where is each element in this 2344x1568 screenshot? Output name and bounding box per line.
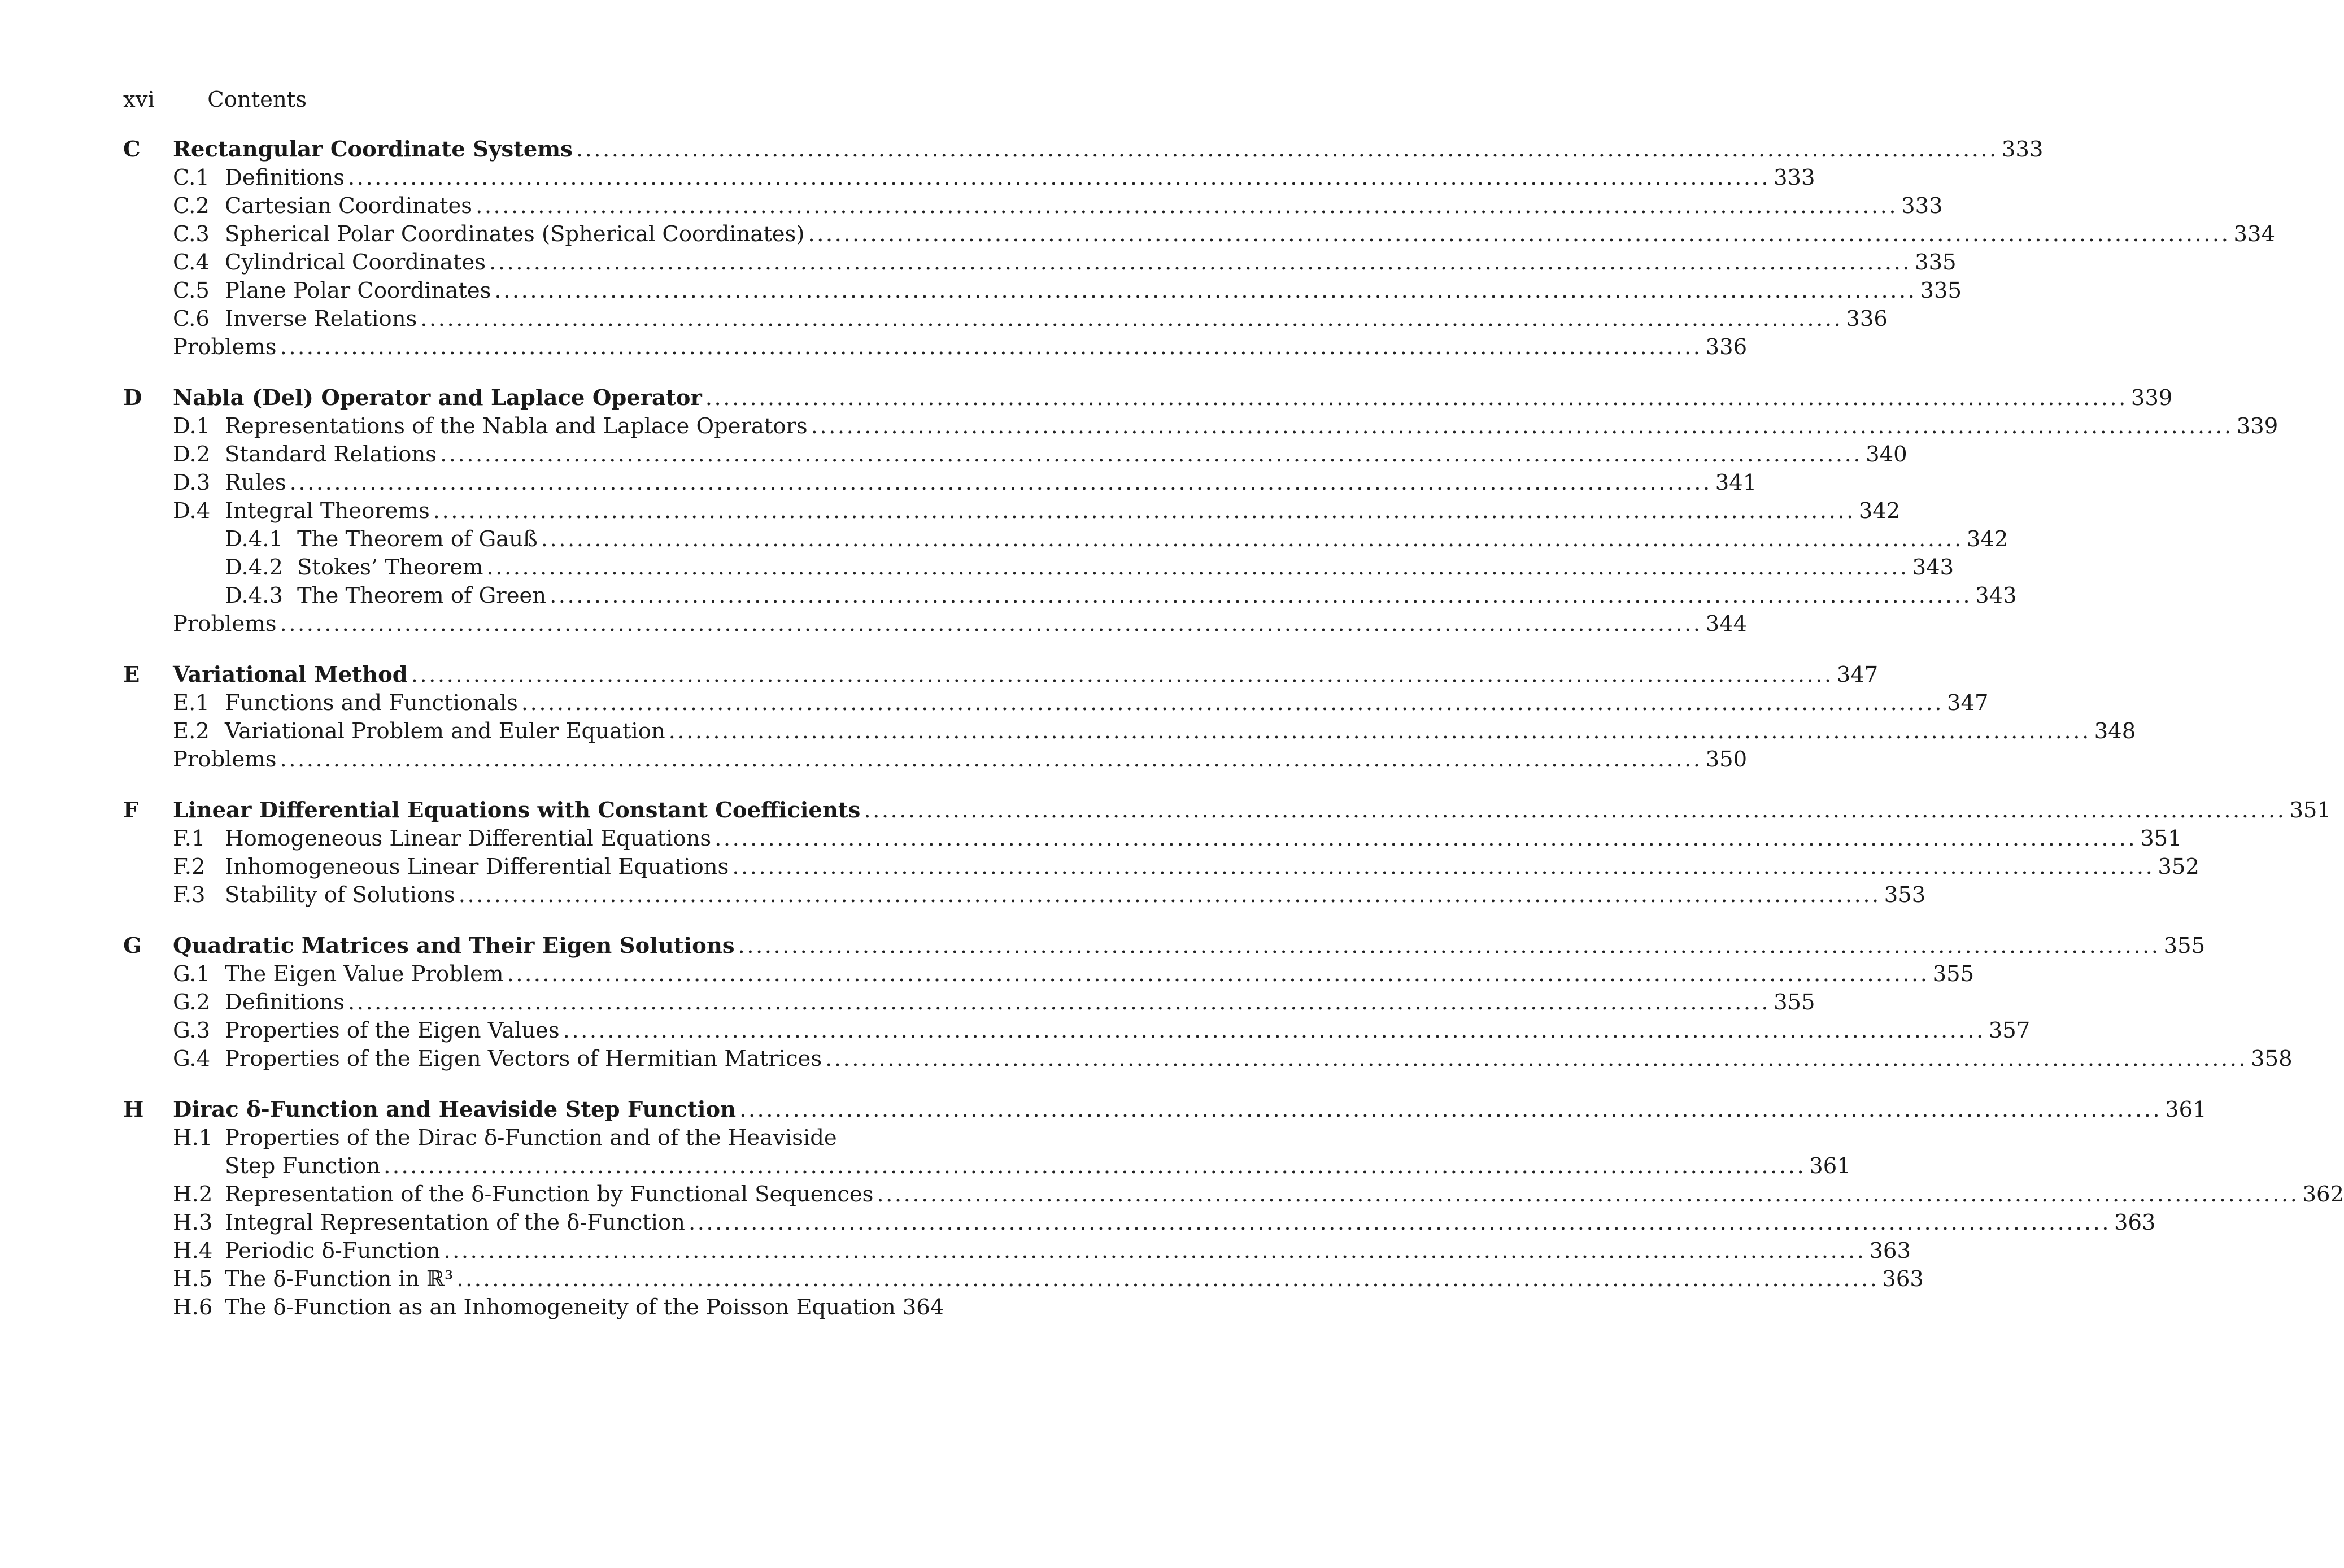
subsection-entry[interactable]	[123, 525, 2008, 554]
leader-dots: ................................................................................................................................................................	[563, 1018, 1985, 1043]
page-number: 341	[1715, 470, 1757, 495]
section-entry[interactable]	[123, 249, 1957, 277]
chapter-d	[123, 384, 2278, 638]
leader-dots: ................................................................................................................................................................	[489, 250, 1912, 275]
leader-dots: ................................................................................................................................................................	[811, 413, 2233, 439]
section-label: C.4	[173, 250, 210, 275]
chapter-title: Rectangular Coordinate Systems	[173, 137, 573, 162]
leader-dots: ................................................................................................................................................................	[433, 498, 1855, 524]
chapter-entry[interactable]	[123, 136, 2044, 164]
section-label: C.5	[173, 278, 210, 303]
page-number: 336	[1705, 334, 1748, 360]
section-label: D.1	[173, 413, 211, 439]
section-label: C.1	[173, 165, 210, 190]
section-entry[interactable]	[123, 825, 2182, 853]
leader-dots: ................................................................................................................................................................	[443, 1238, 1866, 1264]
chapter-g	[123, 932, 2293, 1073]
table-of-contents	[123, 136, 2344, 1344]
problems-title: Problems	[173, 747, 277, 772]
chapter-entry[interactable]	[123, 932, 2206, 960]
leader-dots: ................................................................................................................................................................	[541, 526, 1963, 552]
page-number: 344	[1705, 611, 1748, 637]
page-number: 335	[1915, 250, 1957, 275]
section-label: H.6	[173, 1295, 213, 1320]
section-entry[interactable]	[123, 220, 2275, 249]
chapter-f	[123, 796, 2331, 909]
section-label: D.2	[173, 442, 211, 467]
section-label: H.1	[173, 1125, 213, 1151]
subsection-entry[interactable]	[123, 554, 1954, 582]
page-number: 362	[2302, 1182, 2344, 1207]
chapter-entry[interactable]	[123, 796, 2331, 825]
page-number: 333	[2001, 137, 2044, 162]
section-entry[interactable]	[123, 1045, 2293, 1073]
leader-dots: ................................................................................................................................................................	[808, 221, 2230, 247]
section-title: The δ-Function as an Inhomogeneity of the Poisson Equation	[225, 1295, 896, 1320]
leader-dots: ................................................................................................................................................................	[280, 334, 1702, 360]
section-label: D.4	[173, 498, 211, 524]
section-title: Integral Theorems	[225, 498, 430, 524]
subsection-title: The Theorem of Gauß	[297, 526, 538, 552]
page-number: 339	[2236, 413, 2278, 439]
chapter-title: Linear Differential Equations with Constant Coefficients	[173, 798, 861, 823]
section-label: F.3	[173, 882, 206, 908]
section-label: F.2	[173, 854, 206, 879]
section-title: Definitions	[225, 165, 345, 190]
page-number: 343	[1912, 555, 1954, 580]
leader-dots: ................................................................................................................................................................	[458, 882, 1881, 908]
section-title: The Eigen Value Problem	[225, 961, 504, 987]
section-entry[interactable]	[123, 192, 1943, 220]
page-number: 355	[1774, 990, 1815, 1015]
leader-dots: ................................................................................................................................................................	[738, 933, 2160, 959]
section-title: Periodic δ-Function	[225, 1238, 441, 1264]
problems-entry[interactable]	[123, 610, 1748, 638]
page-number: 333	[1774, 165, 1815, 190]
page-number: 336	[1846, 306, 1888, 332]
chapter-title: Nabla (Del) Operator and Laplace Operator	[173, 385, 702, 411]
leader-dots: ................................................................................................................................................................	[347, 990, 1771, 1015]
section-entry[interactable]	[123, 412, 2278, 441]
subsection-entry[interactable]	[123, 582, 2017, 610]
leader-dots: ................................................................................................................................................................	[420, 306, 1843, 332]
section-entry[interactable]	[123, 1237, 1911, 1265]
chapter-entry[interactable]	[123, 384, 2173, 412]
page-number: 347	[1947, 690, 1989, 716]
page-number: 364	[902, 1295, 944, 1320]
page-number: 363	[1882, 1266, 1924, 1292]
section-label: C.3	[173, 221, 210, 247]
page-number: 355	[1932, 961, 1975, 987]
page-number: 353	[1884, 882, 1926, 908]
chapter-title: Dirac δ-Function and Heaviside Step Function	[173, 1097, 737, 1122]
running-header	[123, 85, 307, 115]
section-label: H.3	[173, 1210, 213, 1235]
section-label: C.6	[173, 306, 210, 332]
problems-title: Problems	[173, 334, 277, 360]
leader-dots: ................................................................................................................................................................	[825, 1046, 2248, 1072]
subsection-label: D.4.3	[225, 583, 283, 608]
section-entry[interactable]	[123, 277, 1962, 305]
leader-dots: ................................................................................................................................................................	[476, 193, 1898, 219]
leader-dots: ................................................................................................................................................................	[456, 1266, 1879, 1292]
problems-entry[interactable]	[123, 746, 1748, 774]
section-label: G.4	[173, 1046, 211, 1072]
section-label: G.2	[173, 990, 211, 1015]
chapter-label: G	[123, 933, 142, 959]
subsection-label: D.4.1	[225, 526, 283, 552]
section-title: Representations of the Nabla and Laplace Operators	[225, 413, 808, 439]
chapter-label: D	[123, 385, 142, 411]
section-label: H.2	[173, 1182, 213, 1207]
leader-dots: ................................................................................................................................................................	[521, 690, 1944, 716]
section-entry[interactable]	[123, 441, 1907, 469]
leader-dots: ................................................................................................................................................................	[688, 1210, 2111, 1235]
section-title: Cylindrical Coordinates	[225, 250, 486, 275]
leader-dots: ................................................................................................................................................................	[576, 137, 1998, 162]
section-title: Functions and Functionals	[225, 690, 518, 716]
subsection-title: Stokes’ Theorem	[297, 555, 483, 580]
leader-dots: ................................................................................................................................................................	[714, 826, 2137, 851]
section-entry[interactable]	[123, 689, 1989, 717]
section-title: Definitions	[225, 990, 345, 1015]
chapter-label: E	[123, 662, 140, 687]
chapter-e	[123, 661, 2136, 774]
subsection-title: The Theorem of Green	[297, 583, 547, 608]
section-entry[interactable]	[123, 960, 1975, 988]
chapter-title: Quadratic Matrices and Their Eigen Solutions	[173, 933, 735, 959]
section-entry[interactable]	[123, 164, 1815, 192]
leader-dots: ................................................................................................................................................................	[494, 278, 1917, 303]
section-title: Spherical Polar Coordinates (Spherical Coordinates)	[225, 221, 805, 247]
leader-dots: ................................................................................................................................................................	[384, 1153, 1806, 1179]
page-number: 363	[1869, 1238, 1911, 1264]
leader-dots: ................................................................................................................................................................	[705, 385, 2128, 411]
section-label: H.5	[173, 1266, 213, 1292]
section-entry[interactable]	[123, 1181, 2344, 1209]
section-entry[interactable]	[123, 497, 1901, 525]
section-entry[interactable]	[123, 1265, 1924, 1293]
page-number: 335	[1920, 278, 1962, 303]
header-page-number: xvi	[123, 87, 155, 112]
section-title-continued: Step Function	[225, 1153, 381, 1179]
section-entry[interactable]	[123, 305, 1888, 333]
chapter-entry[interactable]	[123, 1096, 2207, 1124]
section-entry[interactable]	[123, 1293, 944, 1322]
page-number: 363	[2114, 1210, 2156, 1235]
chapter-c	[123, 136, 2275, 361]
page-number: 340	[1866, 442, 1907, 467]
leader-dots: ................................................................................................................................................................	[347, 165, 1771, 190]
leader-dots: ................................................................................................................................................................	[440, 442, 1863, 467]
page-number: 347	[1836, 662, 1879, 687]
page-number: 361	[2165, 1097, 2207, 1122]
page-number: 361	[1809, 1153, 1851, 1179]
section-title: Plane Polar Coordinates	[225, 278, 491, 303]
header-title: Contents	[207, 87, 307, 112]
leader-dots: ................................................................................................................................................................	[411, 662, 1833, 687]
section-label: H.4	[173, 1238, 213, 1264]
section-entry[interactable]	[123, 717, 2136, 746]
section-label: G.1	[173, 961, 211, 987]
page-number: 334	[2233, 221, 2275, 247]
section-entry[interactable]	[123, 1209, 2156, 1237]
section-title: Inverse Relations	[225, 306, 417, 332]
section-title: Stability of Solutions	[225, 882, 455, 908]
page-number: 339	[2130, 385, 2173, 411]
section-title: Variational Problem and Euler Equation	[225, 718, 665, 744]
section-title: Rules	[225, 470, 286, 495]
section-title: Cartesian Coordinates	[225, 193, 473, 219]
leader-dots: ................................................................................................................................................................	[732, 854, 2155, 879]
section-title: Homogeneous Linear Differential Equations	[225, 826, 712, 851]
leader-dots: ................................................................................................................................................................	[280, 611, 1702, 637]
section-label: E.1	[173, 690, 210, 716]
chapter-label: H	[123, 1097, 144, 1122]
section-label: E.2	[173, 718, 210, 744]
leader-dots: ................................................................................................................................................................	[877, 1182, 2299, 1207]
section-title: The δ-Function in ℝ³	[225, 1266, 454, 1292]
page-number: 358	[2251, 1046, 2293, 1072]
page-number: 350	[1705, 747, 1748, 772]
section-entry[interactable]	[123, 1017, 2031, 1045]
chapter-h	[123, 1096, 2344, 1322]
page-number: 351	[2140, 826, 2182, 851]
section-entry[interactable]	[123, 988, 1815, 1017]
chapter-label: C	[123, 137, 141, 162]
page-number: 343	[1975, 583, 2017, 608]
section-title: Properties of the Dirac δ-Function and of the Heaviside	[225, 1125, 837, 1151]
section-entry-first-line[interactable]	[123, 1124, 921, 1152]
page-number: 348	[2094, 718, 2136, 744]
page-number: 357	[1988, 1018, 2031, 1043]
chapter-entry[interactable]	[123, 661, 1879, 689]
section-entry[interactable]	[123, 853, 2199, 881]
leader-dots: ................................................................................................................................................................	[280, 747, 1702, 772]
leader-dots: ................................................................................................................................................................	[739, 1097, 2162, 1122]
problems-title: Problems	[173, 611, 277, 637]
problems-entry[interactable]	[123, 333, 1748, 361]
section-label: C.2	[173, 193, 210, 219]
page-number: 355	[2163, 933, 2206, 959]
section-label: G.3	[173, 1018, 211, 1043]
page-number: 351	[2289, 798, 2331, 823]
leader-dots: ................................................................................................................................................................	[550, 583, 1972, 608]
section-entry-continuation[interactable]	[123, 1152, 1851, 1181]
section-label: D.3	[173, 470, 211, 495]
section-entry[interactable]	[123, 469, 1757, 497]
leader-dots: ................................................................................................................................................................	[864, 798, 2286, 823]
section-title: Representation of the δ-Function by Functional Sequences	[225, 1182, 874, 1207]
chapter-title: Variational Method	[173, 662, 408, 687]
section-label: F.1	[173, 826, 206, 851]
leader-dots: ................................................................................................................................................................	[507, 961, 1929, 987]
section-title: Properties of the Eigen Vectors of Hermitian Matrices	[225, 1046, 822, 1072]
leader-dots: ................................................................................................................................................................	[289, 470, 1712, 495]
section-title: Standard Relations	[225, 442, 437, 467]
page-number: 352	[2158, 854, 2199, 879]
section-title: Integral Representation of the δ-Function	[225, 1210, 685, 1235]
section-title: Inhomogeneous Linear Differential Equations	[225, 854, 729, 879]
section-title: Properties of the Eigen Values	[225, 1018, 560, 1043]
leader-dots: ................................................................................................................................................................	[486, 555, 1909, 580]
chapter-label: F	[123, 798, 139, 823]
page-number: 342	[1858, 498, 1901, 524]
page-number: 333	[1901, 193, 1943, 219]
section-entry[interactable]	[123, 881, 1926, 909]
page-number: 342	[1966, 526, 2008, 552]
leader-dots: ................................................................................................................................................................	[668, 718, 2091, 744]
subsection-label: D.4.2	[225, 555, 283, 580]
